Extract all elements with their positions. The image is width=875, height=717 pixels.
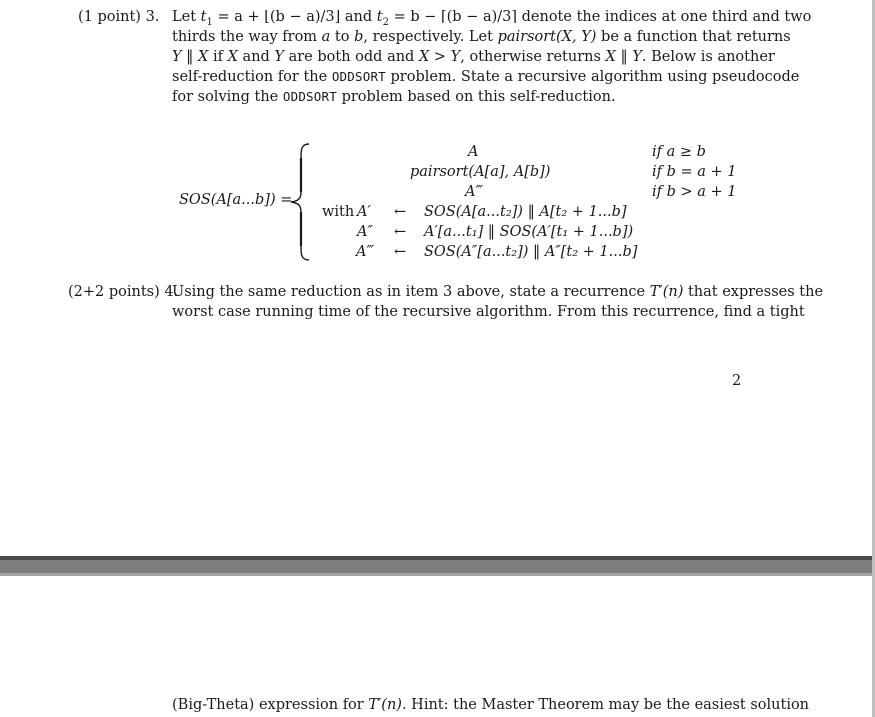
- arrow-icon: ←: [394, 204, 407, 220]
- equation-lhs: SOS(A[a...b]) =: [179, 192, 293, 208]
- text: , otherwise returns: [460, 49, 606, 65]
- text: that expresses the: [683, 284, 824, 300]
- var: X: [605, 49, 616, 65]
- text: , respectively. Let: [363, 29, 498, 45]
- case3-condition: if b > a + 1: [652, 184, 737, 200]
- case2-value: pairsort(A[a], A[b]): [410, 164, 551, 180]
- recurrence-T: T′(n): [368, 697, 402, 713]
- text: if: [208, 49, 228, 65]
- item4-line3: [172, 695, 809, 715]
- var-t1: t: [200, 9, 207, 25]
- text: (Big-Theta) expression for: [172, 697, 369, 713]
- recurrence-T: T′(n): [649, 284, 684, 300]
- text: Using the same reduction as in item 3 above, state a recurrence: [172, 284, 650, 300]
- text: . Hint: the Master Theorem may be the easiest solution: [401, 697, 810, 713]
- item3-line2: [172, 27, 791, 47]
- text: to: [330, 29, 355, 45]
- assign2-rhs: A′[a...t₁] ‖ SOS(A′[t₁ + 1...b]): [424, 224, 634, 240]
- var: X: [198, 49, 209, 65]
- eq1: = a + ⌊(b − a)/3⌋ and: [212, 9, 377, 25]
- var: Y: [274, 49, 284, 65]
- var-b: b: [354, 29, 364, 45]
- var: X: [227, 49, 238, 65]
- case3-value: A‴: [465, 184, 484, 200]
- text: for solving the: [172, 89, 283, 105]
- page-separator: [0, 556, 875, 576]
- eq2: = b − ⌈(b − a)/3⌉ denote the indices at one third and two: [388, 9, 812, 25]
- var: Y: [172, 49, 182, 65]
- item3-line4: [172, 67, 799, 87]
- item3-line3: [172, 47, 775, 67]
- var: Y: [450, 49, 461, 65]
- item4-line1: [172, 282, 823, 302]
- sub: 2: [382, 16, 389, 28]
- with-keyword: with: [322, 204, 355, 220]
- text: be a function that returns: [596, 29, 791, 45]
- assign1-lhs: A′: [357, 204, 371, 220]
- assign2-lhs: A″: [357, 224, 373, 240]
- arrow-icon: ←: [394, 244, 407, 260]
- case1-condition: if a ≥ b: [652, 144, 706, 160]
- var: Y: [632, 49, 642, 65]
- separator-shadow: [0, 556, 875, 560]
- assign1-rhs: SOS(A[a...t₂]) ‖ A[t₂ + 1...b]: [424, 204, 627, 220]
- item4-line2: worst case running time of the recursive algorithm. From this recurrence, find a tight: [172, 304, 805, 320]
- item4-label: (2+2 points) 4.: [68, 284, 179, 300]
- op: >: [429, 49, 451, 65]
- assign3-rhs: SOS(A″[a...t₂]) ‖ A″[t₂ + 1...b]: [424, 244, 638, 260]
- text: and: [237, 49, 275, 65]
- text: are both odd and: [284, 49, 419, 65]
- code-oddsort: ODDSORT: [282, 89, 337, 104]
- arrow-icon: ←: [394, 224, 407, 240]
- assign3-lhs: A‴: [356, 244, 375, 260]
- text: thirds the way from: [172, 29, 322, 45]
- code-oddsort: ODDSORT: [331, 69, 386, 84]
- text: . Below is another: [641, 49, 775, 65]
- case2-condition: if b = a + 1: [652, 164, 737, 180]
- var-t2: t: [376, 9, 383, 25]
- separator-highlight: [0, 573, 875, 576]
- text: Let: [172, 9, 197, 25]
- op: ‖: [181, 49, 199, 65]
- sub: 1: [206, 16, 213, 28]
- op: ‖: [615, 49, 633, 65]
- left-brace: [287, 142, 313, 262]
- var: X: [418, 49, 430, 65]
- text: self-reduction for the: [172, 69, 332, 85]
- case1-value: A: [468, 144, 479, 160]
- text: problem. State a recursive algorithm using pseudocode: [385, 69, 800, 85]
- func-pairsort: pairsort(X, Y): [497, 29, 597, 45]
- var-a: a: [321, 29, 331, 45]
- item3-line5: [172, 87, 616, 107]
- page-number: 2: [732, 373, 742, 389]
- text: problem based on this self-reduction.: [336, 89, 616, 105]
- item3-label: (1 point) 3.: [78, 9, 160, 25]
